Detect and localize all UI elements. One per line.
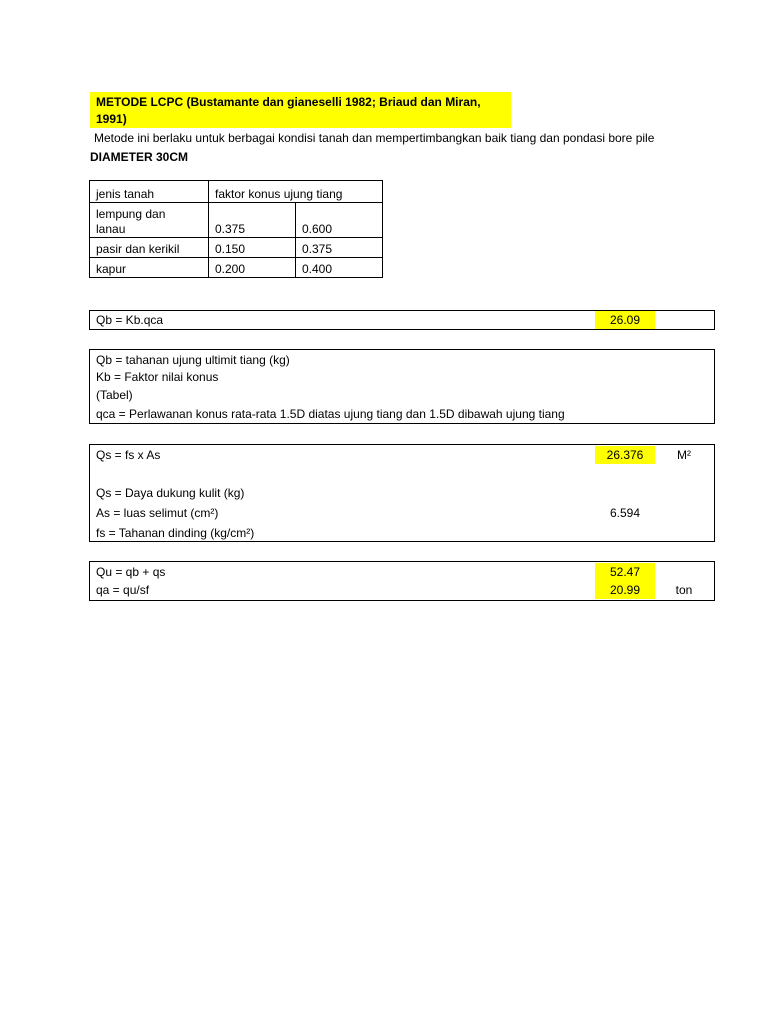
qs-unit: M² xyxy=(677,448,691,462)
qa-unit: ton xyxy=(675,583,693,597)
soil-cell xyxy=(90,203,209,238)
soil-name-line-2: lanau xyxy=(96,222,126,236)
factor-min-cell: 0.375 xyxy=(209,203,296,238)
qs-value: 26.376 xyxy=(595,446,655,464)
qs-formula-box xyxy=(89,444,715,542)
method-description: Metode ini berlaku untuk berbagai kondisi tanah dan mempertimbangkan baik tiang dan pondasi bore pile xyxy=(94,131,655,145)
table-row xyxy=(90,238,383,258)
qu-value: 52.47 xyxy=(595,563,655,581)
qb-formula-box xyxy=(89,310,715,330)
qu-formula: Qu = qb + qs xyxy=(96,565,166,579)
legend-kb: Kb = Faktor nilai konus xyxy=(96,370,219,384)
factor-max-cell: 0.375 xyxy=(296,238,383,258)
document-title xyxy=(90,92,511,128)
qs-formula: Qs = fs x As xyxy=(96,448,161,462)
soil-name-line-1: lempung dan xyxy=(96,207,166,221)
diameter-label: DIAMETER 30CM xyxy=(90,150,189,164)
header-soil-type: jenis tanah xyxy=(90,181,209,203)
legend-qs: Qs = Daya dukung kulit (kg) xyxy=(96,486,245,500)
legend-as: As = luas selimut (cm²) xyxy=(96,506,219,520)
soil-cell: kapur xyxy=(90,258,209,278)
qb-formula: Qb = Kb.qca xyxy=(96,313,164,327)
as-value: 6.594 xyxy=(609,506,641,520)
legend-qb: Qb = tahanan ujung ultimit tiang (kg) xyxy=(96,353,290,367)
qa-value: 20.99 xyxy=(595,581,655,599)
qb-value: 26.09 xyxy=(595,311,655,329)
soil-factor-table xyxy=(89,180,383,278)
legend-fs: fs = Tahanan dinding (kg/cm²) xyxy=(96,526,255,540)
legend-table-ref: (Tabel) xyxy=(96,388,133,402)
title-line-1: METODE LCPC (Bustamante dan gianeselli 1982; Briaud dan Miran, xyxy=(96,95,481,109)
qa-formula: qa = qu/sf xyxy=(96,583,150,597)
table-row xyxy=(90,258,383,278)
factor-min-cell: 0.200 xyxy=(209,258,296,278)
factor-max-cell: 0.400 xyxy=(296,258,383,278)
header-cone-factor: faktor konus ujung tiang xyxy=(209,181,383,203)
factor-min-cell: 0.150 xyxy=(209,238,296,258)
table-row xyxy=(90,203,383,238)
qb-legend-box xyxy=(89,349,715,424)
factor-max-cell: 0.600 xyxy=(296,203,383,238)
qu-qa-box xyxy=(89,561,715,601)
title-line-2: 1991) xyxy=(96,112,127,126)
legend-qca: qca = Perlawanan konus rata-rata 1.5D diatas ujung tiang dan 1.5D dibawah ujung tiang xyxy=(96,407,565,421)
soil-cell: pasir dan kerikil xyxy=(90,238,209,258)
